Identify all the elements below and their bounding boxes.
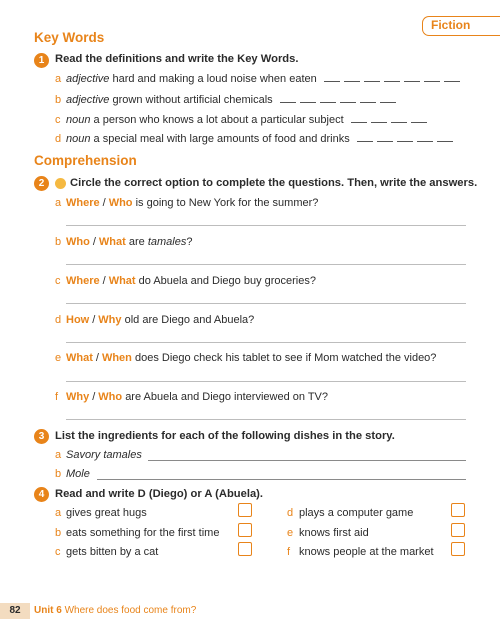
option-what[interactable]: What: [108, 275, 136, 287]
question-f: Why / Who are Abuela and Diego interviewed on TV?: [66, 391, 329, 403]
answer-box-b[interactable]: [238, 523, 252, 537]
comprehension-title: Comprehension: [34, 153, 137, 168]
item-letter: b: [55, 527, 62, 539]
answer-line[interactable]: [66, 264, 466, 265]
option-how[interactable]: How: [66, 314, 90, 326]
item-letter: a: [55, 197, 62, 209]
exercise-number-1: 1: [34, 53, 49, 68]
answer-box-c[interactable]: [238, 542, 252, 556]
page-number: 82: [0, 603, 30, 619]
option-why[interactable]: Why: [98, 314, 122, 326]
statement-a: gives great hugs: [66, 507, 147, 519]
option-who[interactable]: Who: [66, 236, 90, 248]
statement-e: knows first aid: [299, 527, 369, 539]
question-b: Who / What are tamales?: [66, 236, 193, 248]
item-letter: b: [55, 236, 62, 248]
item-letter: b: [55, 468, 62, 480]
question-e: What / When does Diego check his tablet to see if Mom watched the video?: [66, 352, 437, 364]
answer-box-d[interactable]: [451, 503, 465, 517]
item-letter: a: [55, 449, 62, 461]
statement-b: eats something for the first time: [66, 527, 220, 539]
answer-line[interactable]: [66, 342, 466, 343]
item-letter: e: [55, 352, 62, 364]
ingredients-line[interactable]: [148, 460, 466, 461]
item-letter: c: [55, 275, 61, 287]
item-letter: f: [55, 391, 59, 403]
option-what[interactable]: What: [98, 236, 126, 248]
question-a: Where / Who is going to New York for the summer?: [66, 197, 319, 209]
exercise-4-instruction: Read and write D (Diego) or A (Abuela).: [55, 488, 264, 500]
answer-box-a[interactable]: [238, 503, 252, 517]
key-words-title: Key Words: [34, 30, 105, 45]
option-where[interactable]: Where: [66, 197, 100, 209]
dish-savory-tamales: Savory tamales: [66, 449, 142, 461]
answer-line[interactable]: [66, 225, 466, 226]
option-who[interactable]: Who: [108, 197, 133, 209]
exercise-2-instruction: Circle the correct option to complete the questions. Then, write the answers.: [70, 177, 478, 189]
footer-title: Where does food come from?: [64, 605, 197, 616]
footer: [34, 605, 196, 616]
exercise-number-2: 2: [34, 176, 49, 191]
exercise-number-4: 4: [34, 487, 49, 502]
question-d: How / Why old are Diego and Abuela?: [66, 314, 255, 326]
item-letter: b: [55, 94, 62, 106]
item-letter: d: [55, 314, 62, 326]
item-letter: f: [287, 546, 291, 558]
exercise-1-instruction: Read the definitions and write the Key Words.: [55, 53, 299, 65]
answer-line[interactable]: [66, 303, 466, 304]
item-letter: c: [55, 114, 61, 126]
item-letter: a: [55, 73, 62, 85]
statement-f: knows people at the market: [299, 546, 434, 558]
footer-unit: Unit 6: [34, 605, 62, 616]
item-letter: d: [287, 507, 294, 519]
exercise-3-instruction: List the ingredients for each of the following dishes in the story.: [55, 430, 395, 442]
item-letter: a: [55, 507, 62, 519]
option-where[interactable]: Where: [66, 275, 100, 287]
exercise-number-3: 3: [34, 429, 49, 444]
ear-icon: [55, 178, 66, 189]
statement-d: plays a computer game: [299, 507, 414, 519]
fiction-tab: Fiction: [422, 16, 500, 36]
ingredients-line[interactable]: [97, 479, 466, 480]
question-c: Where / What do Abuela and Diego buy groceries?: [66, 275, 316, 287]
keyword-definition-c: noun a person who knows a lot about a particular subject: [66, 114, 427, 126]
answer-line[interactable]: [66, 381, 466, 382]
keyword-definition-d: noun a special meal with large amounts of food and drinks: [66, 133, 453, 145]
option-why[interactable]: Why: [66, 391, 90, 403]
item-letter: e: [287, 527, 294, 539]
answer-line[interactable]: [66, 419, 466, 420]
option-when[interactable]: When: [101, 352, 132, 364]
answer-box-e[interactable]: [451, 523, 465, 537]
dish-mole: Mole: [66, 468, 90, 480]
option-what[interactable]: What: [66, 352, 93, 364]
item-letter: d: [55, 133, 62, 145]
option-who[interactable]: Who: [98, 391, 123, 403]
item-letter: c: [55, 546, 61, 558]
statement-c: gets bitten by a cat: [66, 546, 159, 558]
answer-box-f[interactable]: [451, 542, 465, 556]
keyword-definition-a: adjective hard and making a loud noise when eaten: [66, 73, 460, 85]
keyword-definition-b: adjective grown without artificial chemicals: [66, 94, 396, 106]
